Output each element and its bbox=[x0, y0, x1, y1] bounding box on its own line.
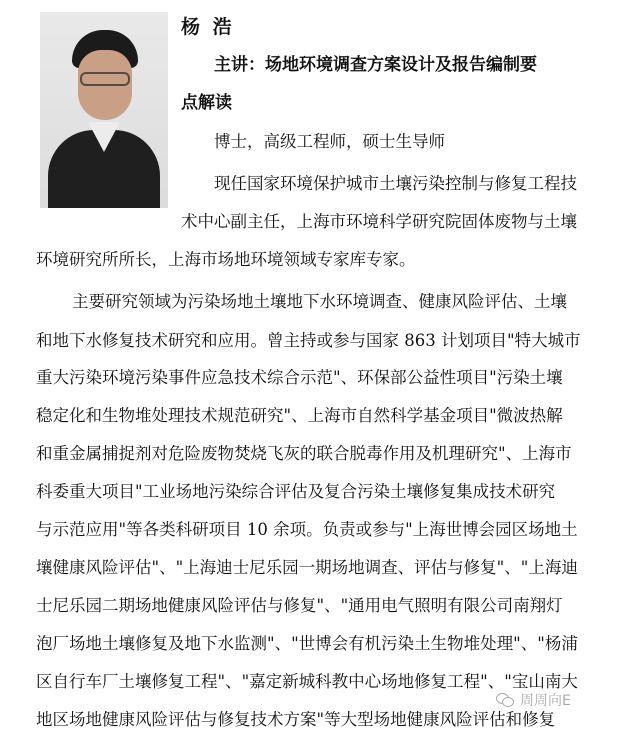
research-line-10: 泡厂场地土壤修复及地下水监测"、"世博会有机污染土生物堆处理"、"杨浦 bbox=[36, 634, 578, 653]
credentials-line: 博士，高级工程师，硕士生导师 bbox=[214, 132, 445, 151]
research-line-11: 区自行车厂土壤修复工程"、"嘉定新城科教中心场地修复工程"、"宝山南大 bbox=[36, 672, 578, 691]
person-name: 杨 浩 bbox=[181, 16, 235, 38]
research-line-8: 壤健康风险评估"、"上海迪士尼乐园一期场地调查、评估与修复"、"上海迪 bbox=[36, 558, 578, 577]
portrait-glasses bbox=[80, 72, 130, 86]
bio-line-1: 现任国家环境保护城市土壤污染控制与修复工程技 bbox=[214, 174, 577, 193]
watermark-text: 周周向E bbox=[520, 693, 571, 709]
research-line-3: 重大污染环境污染事件应急技术综合示范"、环保部公益性项目"污染土壤 bbox=[36, 368, 563, 387]
portrait-photo bbox=[40, 12, 168, 208]
research-line-9: 士尼乐园二期场地健康风险评估与修复"、"通用电气照明有限公司南翔灯 bbox=[36, 596, 563, 615]
lecture-title-line-1: 主讲：场地环境调查方案设计及报告编制要 bbox=[214, 55, 537, 75]
wechat-icon bbox=[496, 693, 514, 707]
research-line-1: 主要研究领域为污染场地土壤地下水环境调查、健康风险评估、土壤 bbox=[72, 292, 567, 311]
research-line-6: 科委重大项目"工业场地污染综合评估及复合污染土壤修复集成技术研究 bbox=[36, 482, 556, 501]
research-line-12: 地区场地健康风险评估与修复技术方案"等大型场地健康风险评估和修复 bbox=[36, 710, 556, 729]
wechat-watermark bbox=[496, 690, 571, 710]
research-line-7: 与示范应用"等各类科研项目 10 余项。负责或参与"上海世博会园区场地土 bbox=[36, 520, 578, 539]
bio-line-2: 术中心副主任，上海市环境科学研究院固体废物与土壤 bbox=[181, 212, 577, 231]
research-line-5: 和重金属捕捉剂对危险废物焚烧飞灰的联合脱毒作用及机理研究"、上海市 bbox=[36, 444, 572, 463]
research-line-2: 和地下水修复技术研究和应用。曾主持或参与国家 863 计划项目"特大城市 bbox=[36, 331, 581, 350]
bio-line-3: 环境研究所所长，上海市场地环境领域专家库专家。 bbox=[36, 250, 416, 269]
lecture-title-line-2: 点解读 bbox=[181, 93, 232, 113]
research-line-4: 稳定化和生物堆处理技术规范研究"、上海市自然科学基金项目"微波热解 bbox=[36, 406, 563, 425]
